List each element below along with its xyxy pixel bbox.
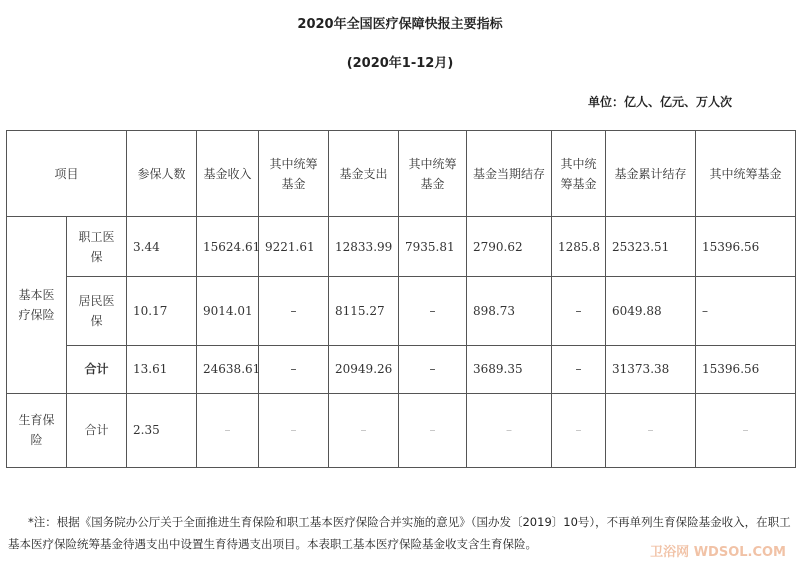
watermark: 卫浴网 WDSOL.COM bbox=[650, 545, 786, 560]
cell: 898.73 bbox=[467, 277, 552, 345]
header-balance-cumulative: 基金累计结存 bbox=[606, 131, 696, 217]
header-balance-current-pooled: 其中统筹基金 bbox=[552, 131, 606, 217]
cell: 13.61 bbox=[127, 345, 197, 393]
cell: 2790.62 bbox=[467, 217, 552, 277]
cell: – bbox=[552, 345, 606, 393]
table-row-total bbox=[7, 345, 796, 393]
cell: – bbox=[606, 393, 696, 467]
cell: 3.44 bbox=[127, 217, 197, 277]
cell: 6049.88 bbox=[606, 277, 696, 345]
header-item: 项目 bbox=[7, 131, 127, 217]
header-balance-cumulative-pooled: 其中统筹基金 bbox=[696, 131, 796, 217]
header-income-pooled: 其中统筹基金 bbox=[259, 131, 329, 217]
cell: – bbox=[259, 277, 329, 345]
cell: – bbox=[197, 393, 259, 467]
cell: 9221.61 bbox=[259, 217, 329, 277]
cell: 15396.56 bbox=[696, 217, 796, 277]
group-maternity: 生育保险 bbox=[7, 393, 67, 467]
group-basic-medical: 基本医疗保险 bbox=[7, 217, 67, 394]
cell: 10.17 bbox=[127, 277, 197, 345]
cell: 15624.61 bbox=[197, 217, 259, 277]
cell: – bbox=[259, 393, 329, 467]
cell: – bbox=[399, 277, 467, 345]
row-label: 职工医保 bbox=[67, 217, 127, 277]
page-subtitle: (2020年1-12月) bbox=[346, 56, 454, 71]
cell: 25323.51 bbox=[606, 217, 696, 277]
row-label: 合计 bbox=[67, 345, 127, 393]
row-label: 居民医保 bbox=[67, 277, 127, 345]
table-row bbox=[7, 393, 796, 467]
cell: – bbox=[552, 393, 606, 467]
cell: – bbox=[552, 277, 606, 345]
header-row bbox=[7, 131, 796, 217]
cell: 7935.81 bbox=[399, 217, 467, 277]
cell: – bbox=[696, 277, 796, 345]
footnote: *注：根据《国务院办公厅关于全面推进生育保险和职工基本医疗保险合并实施的意见》（国办发〔2019〕10号），不再单列生育保险基金收入，在职工基本医疗保险统筹基金待遇支出中设置生育待遇支出项目。本表职工基本医疗保险基金收支含生育保险。 bbox=[8, 515, 791, 551]
unit-label: 单位：亿人、亿元、万人次 bbox=[587, 95, 732, 109]
cell: 20949.26 bbox=[329, 345, 399, 393]
cell: 15396.56 bbox=[696, 345, 796, 393]
cell: 24638.61 bbox=[197, 345, 259, 393]
cell: 9014.01 bbox=[197, 277, 259, 345]
table-row bbox=[7, 277, 796, 345]
header-fund-expense: 基金支出 bbox=[329, 131, 399, 217]
table-row bbox=[7, 217, 796, 277]
cell: – bbox=[259, 345, 329, 393]
cell: 3689.35 bbox=[467, 345, 552, 393]
cell: 1285.8 bbox=[552, 217, 606, 277]
cell: – bbox=[399, 345, 467, 393]
cell: 31373.38 bbox=[606, 345, 696, 393]
cell: – bbox=[329, 393, 399, 467]
page-title: 2020年全国医疗保障快报主要指标 bbox=[297, 17, 503, 32]
cell: 8115.27 bbox=[329, 277, 399, 345]
cell: 12833.99 bbox=[329, 217, 399, 277]
row-label: 合计 bbox=[67, 393, 127, 467]
indicator-table bbox=[6, 130, 796, 468]
header-balance-current: 基金当期结存 bbox=[467, 131, 552, 217]
cell: – bbox=[696, 393, 796, 467]
cell: – bbox=[467, 393, 552, 467]
header-fund-income: 基金收入 bbox=[197, 131, 259, 217]
header-expense-pooled: 其中统筹基金 bbox=[399, 131, 467, 217]
header-insured: 参保人数 bbox=[127, 131, 197, 217]
cell: 2.35 bbox=[127, 393, 197, 467]
cell: – bbox=[399, 393, 467, 467]
